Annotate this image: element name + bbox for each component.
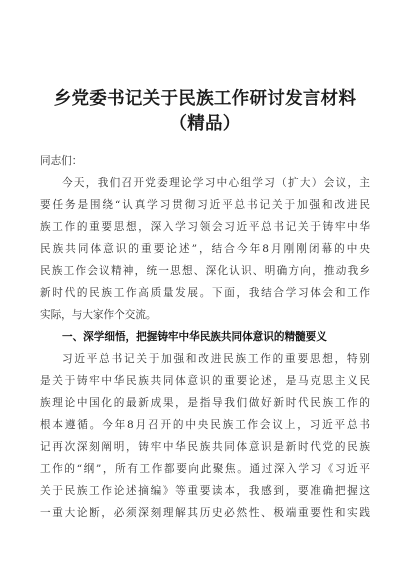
paragraph-1-line: 族工作的重要思想，深入学习领会习近平总书记关于铸牢中华 <box>40 221 370 233</box>
paragraph-2-line: 根本遵循。今年8月召开的中央民族工作会议上，习近平总书 <box>40 419 370 431</box>
paragraph-2-line: 是关于铸牢中华民族共同体意识的重要论述，是马克思主义民 <box>40 375 370 387</box>
paragraph-1-line: 新时代的民族工作高质量发展。下面，我结合学习体会和工作 <box>40 287 370 299</box>
paragraph-1-line: 民族工作会议精神，统一思想、深化认识、明确方向，推动我乡 <box>40 265 370 277</box>
greeting: 同志们： <box>40 155 83 167</box>
paragraph-2-line: 族理论中国化的最新成果，是指导我们做好新时代民族工作的 <box>40 397 370 409</box>
paragraph-2-line: 记再次深刻阐明，铸牢中华民族共同体意识是新时代党的民族 <box>40 441 370 453</box>
paragraph-2-line: 工作的“纲”，所有工作都要向此聚焦。通过深入学习《习近平 <box>40 463 370 475</box>
section-heading-1: 一、深学细悟，把握铸牢中华民族共同体意识的精髓要义 <box>62 331 327 343</box>
paragraph-2-line: 习近平总书记关于加强和改进民族工作的重要思想，特别 <box>62 353 370 365</box>
paragraph-1-line: 实际，与大家作个交流。 <box>40 309 157 321</box>
document-title-suffix: （精品） <box>169 114 241 134</box>
paragraph-1-line: 今天，我们召开党委理论学习中心组学习（扩大）会议，主 <box>62 177 370 189</box>
paragraph-2-line: 关于民族工作论述摘编》等重要读本，我感到，要准确把握这 <box>40 485 370 497</box>
paragraph-2-line: 一重大论断，必须深刻理解其历史必然性、极端重要性和实践 <box>40 507 370 519</box>
document-title: 乡党委书记关于民族工作研讨发言材料 <box>53 89 357 109</box>
paragraph-1-line: 要任务是围绕“认真学习贯彻习近平总书记关于加强和改进民 <box>40 199 370 211</box>
paragraph-1-line: 民族共同体意识的重要论述”，结合今年8月刚刚闭幕的中央 <box>40 243 370 255</box>
